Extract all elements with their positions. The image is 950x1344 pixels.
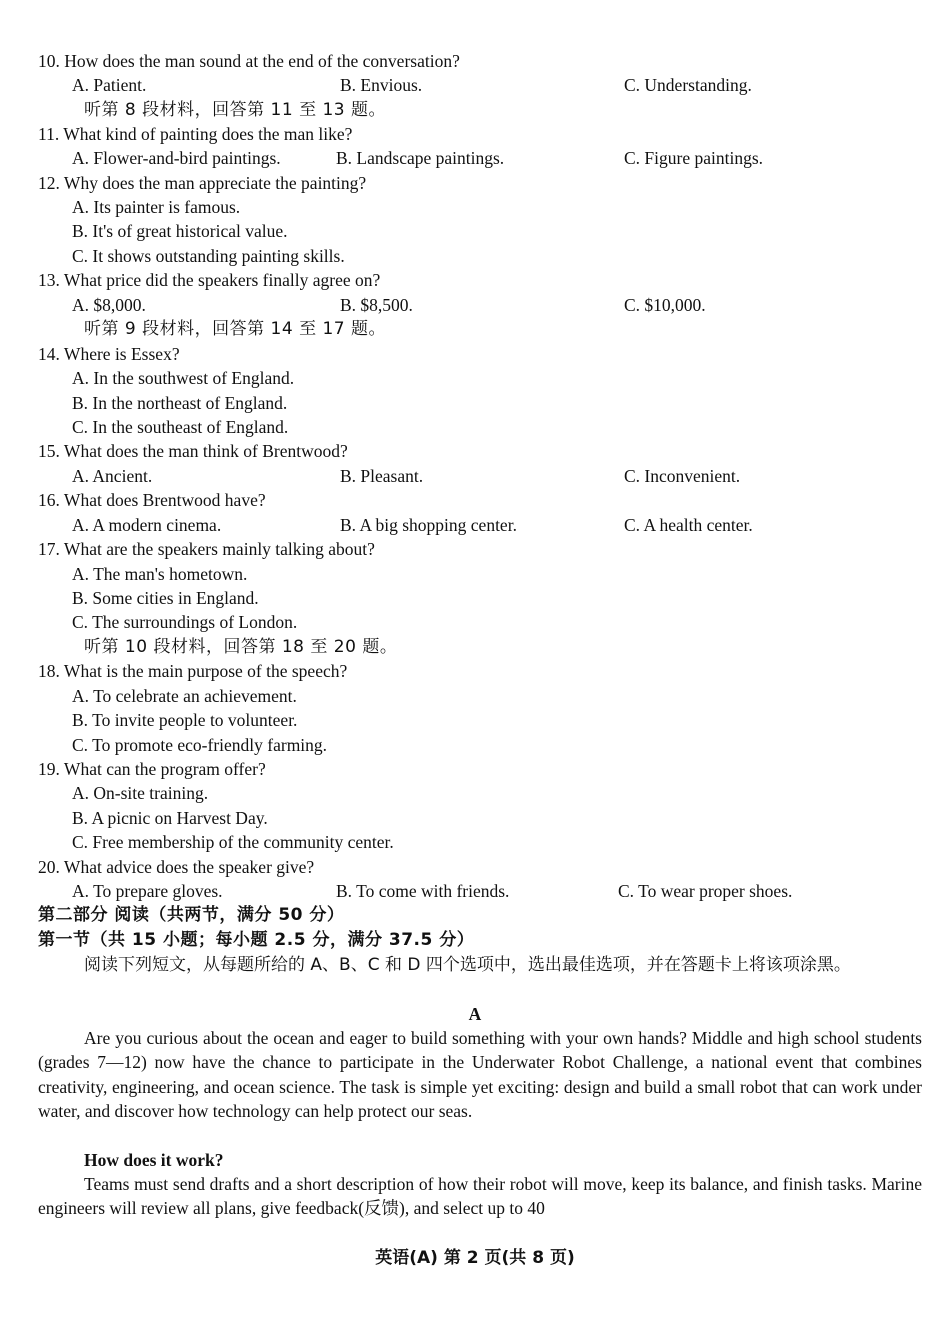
page-footer: 英语(A) 第 2 页(共 8 页)	[375, 1248, 575, 1268]
section-9-instruction: 听第 9 段材料，回答第 14 至 17 题。	[84, 319, 387, 339]
option-a: A. $8,000.	[72, 295, 146, 315]
question-19-option-b: B. A picnic on Harvest Day.	[72, 808, 268, 828]
passage-subheading: How does it work?	[84, 1150, 224, 1170]
question-18-option-b: B. To invite people to volunteer.	[72, 710, 298, 730]
question-17-option-a: A. The man's hometown.	[72, 564, 248, 584]
question-14-stem: 14. Where is Essex?	[38, 344, 180, 364]
option-c: C. Inconvenient.	[624, 466, 741, 486]
option-a: A. A modern cinema.	[72, 515, 222, 535]
section-10-instruction: 听第 10 段材料，回答第 18 至 20 题。	[84, 637, 398, 657]
passage-label: A	[468, 1004, 482, 1024]
question-19-option-c: C. Free membership of the community center.	[72, 832, 394, 852]
option-a: A. Patient.	[72, 75, 147, 95]
section-1-heading: 第一节（共 15 小题；每小题 2.5 分，满分 37.5 分）	[38, 930, 475, 950]
option-b: B. Landscape paintings.	[336, 148, 505, 168]
question-10-stem: 10. How does the man sound at the end of the conversation?	[38, 51, 460, 71]
question-14-option-c: C. In the southeast of England.	[72, 417, 289, 437]
question-17-stem: 17. What are the speakers mainly talking about?	[38, 539, 375, 559]
option-b: B. Envious.	[340, 75, 423, 95]
question-19-stem: 19. What can the program offer?	[38, 759, 266, 779]
question-12-option-a: A. Its painter is famous.	[72, 197, 241, 217]
question-18-stem: 18. What is the main purpose of the speech?	[38, 661, 348, 681]
question-15-stem: 15. What does the man think of Brentwood?	[38, 441, 348, 461]
passage-paragraph-1: Are you curious about the ocean and eager to build something with your own hands? Middle and high school students (grades 7—12) now have the chance to participate in the Underwater Robot Challenge, a national event that combines creativity, engineering, and ocean science. The task is simple yet exciting: design and build a small robot that can work under water, and discover how technology can help protect our seas.	[38, 1028, 922, 1122]
question-11-options	[72, 146, 892, 170]
option-c: C. A health center.	[624, 515, 753, 535]
question-20-stem: 20. What advice does the speaker give?	[38, 857, 315, 877]
option-c: C. Understanding.	[624, 75, 752, 95]
question-19-option-a: A. On-site training.	[72, 783, 209, 803]
option-c: C. $10,000.	[624, 295, 706, 315]
question-16-options	[72, 513, 892, 537]
option-b: B. A big shopping center.	[340, 515, 517, 535]
question-18-option-c: C. To promote eco-friendly farming.	[72, 735, 328, 755]
option-b: B. To come with friends.	[336, 881, 510, 901]
question-14-option-b: B. In the northeast of England.	[72, 393, 288, 413]
option-b: B. $8,500.	[340, 295, 413, 315]
option-c: C. Figure paintings.	[624, 148, 764, 168]
question-15-options	[72, 464, 892, 488]
passage-paragraph-2: Teams must send drafts and a short description of how their robot will move, keep its balance, and finish tasks. Marine engineers will review all plans, give feedback(反馈), and select up to 40	[38, 1174, 922, 1219]
option-a: A. Ancient.	[72, 466, 153, 486]
question-16-stem: 16. What does Brentwood have?	[38, 490, 266, 510]
question-10-options	[72, 73, 892, 97]
question-18-option-a: A. To celebrate an achievement.	[72, 686, 297, 706]
question-12-option-b: B. It's of great historical value.	[72, 221, 288, 241]
section-8-instruction: 听第 8 段材料，回答第 11 至 13 题。	[84, 100, 387, 120]
option-c: C. To wear proper shoes.	[618, 881, 793, 901]
question-17-option-c: C. The surroundings of London.	[72, 612, 298, 632]
question-12-stem: 12. Why does the man appreciate the painting?	[38, 173, 367, 193]
option-a: A. Flower-and-bird paintings.	[72, 148, 281, 168]
question-17-option-b: B. Some cities in England.	[72, 588, 259, 608]
part-2-heading: 第二部分 阅读（共两节，满分 50 分）	[38, 905, 345, 925]
question-20-options	[72, 879, 892, 903]
option-b: B. Pleasant.	[340, 466, 424, 486]
question-13-options	[72, 293, 892, 317]
reading-instruction: 阅读下列短文，从每题所给的 A、B、C 和 D 四个选项中，选出最佳选项，并在答题卡上将该项涂黑。	[84, 955, 851, 975]
question-11-stem: 11. What kind of painting does the man like?	[38, 124, 353, 144]
question-14-option-a: A. In the southwest of England.	[72, 368, 295, 388]
option-a: A. To prepare gloves.	[72, 881, 223, 901]
question-12-option-c: C. It shows outstanding painting skills.	[72, 246, 345, 266]
question-13-stem: 13. What price did the speakers finally agree on?	[38, 270, 381, 290]
